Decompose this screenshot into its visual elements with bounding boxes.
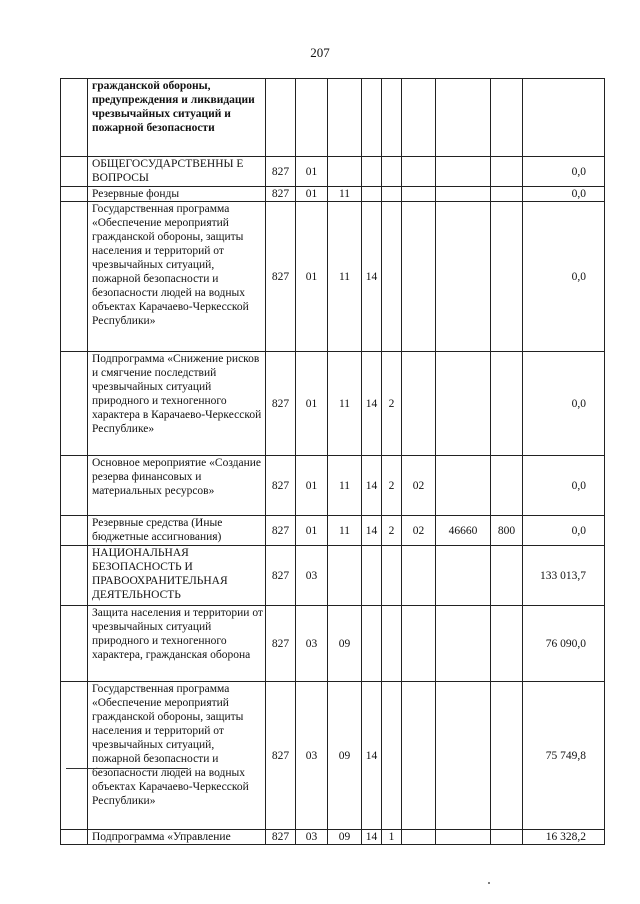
page-number: 207 [310,45,330,60]
row-number-cell [61,187,88,202]
code-cell-c3: 11 [328,202,362,352]
code-cell-c5 [382,157,402,187]
code-cell-c2: 01 [296,456,328,516]
code-cell-c3: 11 [328,352,362,456]
code-cell-c1: 827 [266,157,296,187]
code-cell-c3 [328,157,362,187]
code-cell-c5 [382,187,402,202]
scan-speck [488,882,490,884]
code-cell-c6 [402,157,436,187]
code-cell-c7 [436,79,491,157]
code-cell-c5 [382,202,402,352]
amount-cell: 0,0 [523,352,605,456]
code-cell-c2 [296,79,328,157]
code-cell-c4 [362,606,382,682]
amount-cell: 76 090,0 [523,606,605,682]
code-cell-c8 [491,79,523,157]
code-cell-c3: 11 [328,187,362,202]
code-cell-c4: 14 [362,456,382,516]
code-cell-c2: 03 [296,682,328,830]
code-cell-c4: 14 [362,830,382,845]
code-cell-c3 [328,79,362,157]
row-number-cell [61,456,88,516]
row-number-cell [61,79,88,157]
item-name-cell: Подпрограмма «Снижение рисков и смягчение последствий чрезвычайных ситуаций природного и техногенного характера в Карачаево-Черкесской Республике» [88,352,266,456]
code-cell-c2: 03 [296,606,328,682]
row-number-cell [61,830,88,845]
code-cell-c8 [491,352,523,456]
code-cell-c2: 03 [296,830,328,845]
item-name-cell: ОБЩЕГОСУДАРСТВЕННЫ Е ВОПРОСЫ [88,157,266,187]
code-cell-c2: 01 [296,157,328,187]
code-cell-c8 [491,606,523,682]
code-cell-c6 [402,352,436,456]
item-name-cell: гражданской обороны, предупреждения и ликвидации чрезвычайных ситуаций и пожарной безопасности [88,79,266,157]
code-cell-c7 [436,546,491,606]
code-cell-c7 [436,830,491,845]
code-cell-c7 [436,187,491,202]
row-number-cell [61,157,88,187]
amount-cell: 0,0 [523,202,605,352]
code-cell-c1: 827 [266,202,296,352]
code-cell-c5 [382,606,402,682]
code-cell-c1: 827 [266,830,296,845]
code-cell-c2: 01 [296,187,328,202]
item-name-cell: Резервные средства (Иные бюджетные ассигнования) [88,516,266,546]
row-number-cell [61,202,88,352]
amount-cell: 0,0 [523,516,605,546]
item-name-cell: Резервные фонды [88,187,266,202]
code-cell-c3: 09 [328,830,362,845]
code-cell-c8 [491,187,523,202]
code-cell-c5: 2 [382,516,402,546]
code-cell-c8 [491,830,523,845]
table-row [61,606,605,682]
code-cell-c3: 09 [328,682,362,830]
code-cell-c1: 827 [266,187,296,202]
code-cell-c8 [491,546,523,606]
item-name-cell: Подпрограмма «Управление [88,830,266,845]
pen-strikethrough-mark [66,768,188,775]
code-cell-c7 [436,352,491,456]
code-cell-c6 [402,202,436,352]
code-cell-c3: 11 [328,516,362,546]
code-cell-c3: 09 [328,606,362,682]
table-row [61,516,605,546]
code-cell-c2: 01 [296,352,328,456]
code-cell-c4 [362,546,382,606]
amount-cell: 0,0 [523,456,605,516]
code-cell-c4: 14 [362,202,382,352]
table-row [61,682,605,830]
code-cell-c4: 14 [362,516,382,546]
code-cell-c4 [362,187,382,202]
code-cell-c1: 827 [266,352,296,456]
row-number-cell [61,606,88,682]
code-cell-c5 [382,682,402,830]
code-cell-c8 [491,682,523,830]
table-row [61,830,605,845]
code-cell-c5: 2 [382,352,402,456]
code-cell-c6: 02 [402,456,436,516]
code-cell-c6 [402,682,436,830]
code-cell-c4: 14 [362,682,382,830]
code-cell-c3: 11 [328,456,362,516]
table-row [61,157,605,187]
code-cell-c7 [436,202,491,352]
row-number-cell [61,352,88,456]
code-cell-c5 [382,79,402,157]
code-cell-c6 [402,830,436,845]
table-body [61,79,605,845]
code-cell-c7 [436,456,491,516]
code-cell-c7: 46660 [436,516,491,546]
code-cell-c6 [402,546,436,606]
code-cell-c5 [382,546,402,606]
budget-table [60,78,605,845]
code-cell-c7 [436,606,491,682]
code-cell-c4 [362,79,382,157]
amount-cell [523,79,605,157]
item-name-cell: НАЦИОНАЛЬНАЯ БЕЗОПАСНОСТЬ И ПРАВООХРАНИТЕЛЬНАЯ ДЕЯТЕЛЬНОСТЬ [88,546,266,606]
amount-cell: 0,0 [523,187,605,202]
code-cell-c8 [491,202,523,352]
code-cell-c2: 03 [296,546,328,606]
code-cell-c6: 02 [402,516,436,546]
code-cell-c8 [491,157,523,187]
table-row [61,546,605,606]
table-row [61,79,605,157]
item-name-cell: Государственная программа «Обеспечение мероприятий гражданской обороны, защиты населения и территорий от чрезвычайных ситуаций, пожарной безопасности и безопасности людей на водных объектах Карачаево-Черкесской Республики» [88,682,266,830]
amount-cell: 75 749,8 [523,682,605,830]
code-cell-c7 [436,682,491,830]
code-cell-c2: 01 [296,202,328,352]
code-cell-c8 [491,456,523,516]
row-number-cell [61,682,88,830]
amount-cell: 16 328,2 [523,830,605,845]
code-cell-c1: 827 [266,456,296,516]
code-cell-c3 [328,546,362,606]
amount-cell: 133 013,7 [523,546,605,606]
code-cell-c6 [402,79,436,157]
code-cell-c4 [362,157,382,187]
item-name-cell: Государственная программа «Обеспечение мероприятий гражданской обороны, защиты населения и территорий от чрезвычайных ситуаций, пожарной безопасности и безопасности людей на водных объектах Карачаево-Черкесской Республики» [88,202,266,352]
amount-cell: 0,0 [523,157,605,187]
code-cell-c2: 01 [296,516,328,546]
code-cell-c4: 14 [362,352,382,456]
code-cell-c5: 2 [382,456,402,516]
code-cell-c8: 800 [491,516,523,546]
row-number-cell [61,546,88,606]
table-row [61,187,605,202]
code-cell-c6 [402,187,436,202]
code-cell-c1: 827 [266,682,296,830]
code-cell-c7 [436,157,491,187]
code-cell-c1: 827 [266,606,296,682]
code-cell-c1: 827 [266,546,296,606]
table-row [61,202,605,352]
table-row [61,352,605,456]
item-name-cell: Основное мероприятие «Создание резерва финансовых и материальных ресурсов» [88,456,266,516]
code-cell-c5: 1 [382,830,402,845]
code-cell-c1 [266,79,296,157]
row-number-cell [61,516,88,546]
item-name-cell: Защита населения и территории от чрезвычайных ситуаций природного и техногенного характера, гражданская оборона [88,606,266,682]
code-cell-c1: 827 [266,516,296,546]
code-cell-c6 [402,606,436,682]
table-row [61,456,605,516]
